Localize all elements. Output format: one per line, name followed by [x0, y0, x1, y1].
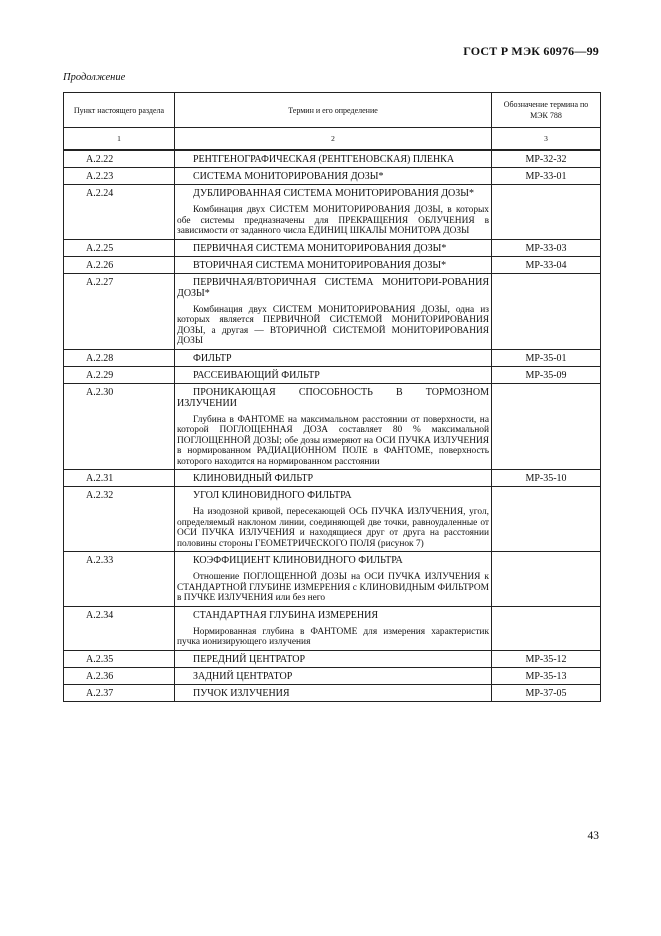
column-number-row	[64, 128, 601, 151]
term-name: КОЭФФИЦИЕНТ КЛИНОВИДНОГО ФИЛЬТРА	[193, 555, 403, 566]
term-code: МР-37-05	[492, 684, 601, 701]
term-code: МР-33-03	[492, 239, 601, 256]
table-row	[64, 168, 601, 185]
term-code: МР-35-09	[492, 366, 601, 383]
term-cell	[175, 684, 492, 701]
table-row	[64, 684, 601, 701]
term-cell	[175, 650, 492, 667]
term-cell	[175, 366, 492, 383]
term-cell	[175, 383, 492, 470]
term-cell	[175, 239, 492, 256]
term-definition: Глубина в ФАНТОМЕ на максимальном расстоянии от поверхности, на которой ПОГЛОЩЕННАЯ ДОЗА составляет 80 % максимальной ПОГЛОЩЕННОЙ ДОЗЫ; обе дозы измеряют на ОСИ ПУЧКА ИЗЛУЧЕНИЯ в нормированном РАДИАЦИОННОМ ПОЛЕ в ФАНТОМЕ, поверхность которого находится на нормированном расстоянии	[177, 414, 489, 467]
term-name: ДУБЛИРОВАННАЯ СИСТЕМА МОНИТОРИРОВАНИЯ ДОЗЫ*	[193, 188, 475, 199]
section-number: А.2.35	[64, 650, 175, 667]
term-code: МР-35-10	[492, 470, 601, 487]
terms-table	[63, 92, 601, 702]
section-number: А.2.30	[64, 383, 175, 470]
term-cell	[175, 487, 492, 552]
term-code	[492, 606, 601, 650]
table-row	[64, 383, 601, 470]
term-name: ПЕРВИЧНАЯ СИСТЕМА МОНИТОРИРОВАНИЯ ДОЗЫ*	[193, 242, 447, 254]
section-number: А.2.22	[64, 150, 175, 168]
term-cell	[175, 349, 492, 366]
term-name: УГОЛ КЛИНОВИДНОГО ФИЛЬТРА	[193, 490, 352, 501]
term-cell	[175, 667, 492, 684]
term-code	[492, 487, 601, 552]
term-code: МР-33-04	[492, 256, 601, 273]
section-number: А.2.29	[64, 366, 175, 383]
table-row	[64, 150, 601, 168]
term-code: МР-32-32	[492, 150, 601, 168]
term-definition: Комбинация двух СИСТЕМ МОНИТОРИРОВАНИЯ ДОЗЫ, одна из которых является ПЕРВИЧНОЙ СИСТЕМОЙ МОНИТОРИРОВАНИЯ ДОЗЫ, а другая — ВТОРИЧНОЙ СИСТЕМОЙ МОНИТОРИРОВАНИЯ ДОЗЫ	[177, 304, 489, 346]
column-number: 2	[175, 128, 492, 151]
section-number: А.2.31	[64, 470, 175, 487]
table-row	[64, 185, 601, 240]
term-code: МР-35-01	[492, 349, 601, 366]
continuation-label: Продолжение	[63, 72, 126, 83]
term-name: ПУЧОК ИЗЛУЧЕНИЯ	[193, 687, 290, 699]
section-number: А.2.36	[64, 667, 175, 684]
term-code: МР-35-13	[492, 667, 601, 684]
term-cell	[175, 552, 492, 607]
term-code: МР-35-12	[492, 650, 601, 667]
table-row	[64, 552, 601, 607]
term-code	[492, 273, 601, 349]
term-code	[492, 383, 601, 470]
term-cell	[175, 470, 492, 487]
term-code	[492, 552, 601, 607]
term-cell	[175, 150, 492, 168]
table-row	[64, 349, 601, 366]
table-header-row	[64, 93, 601, 128]
table-row	[64, 606, 601, 650]
table-row	[64, 273, 601, 349]
table-row	[64, 366, 601, 383]
term-name: ВТОРИЧНАЯ СИСТЕМА МОНИТОРИРОВАНИЯ ДОЗЫ*	[193, 259, 447, 271]
term-name: ЗАДНИЙ ЦЕНТРАТОР	[193, 670, 293, 682]
section-number: А.2.37	[64, 684, 175, 701]
section-number: А.2.33	[64, 552, 175, 607]
section-number: А.2.32	[64, 487, 175, 552]
table-row	[64, 256, 601, 273]
term-definition: Нормированная глубина в ФАНТОМЕ для измерения характеристик пучка ионизирующего излучения	[177, 626, 489, 647]
term-code	[492, 185, 601, 240]
term-name: СИСТЕМА МОНИТОРИРОВАНИЯ ДОЗЫ*	[193, 171, 384, 182]
term-name: ПРОНИКАЮЩАЯ СПОСОБНОСТЬ В ТОРМОЗНОМ ИЗЛУЧЕНИИ	[177, 386, 489, 409]
section-number: А.2.27	[64, 273, 175, 349]
section-number: А.2.23	[64, 168, 175, 185]
header-code: Обозначение термина по МЭК 788	[492, 93, 601, 128]
table-row	[64, 239, 601, 256]
term-cell	[175, 256, 492, 273]
table-row	[64, 487, 601, 552]
section-number: А.2.28	[64, 349, 175, 366]
term-cell	[175, 168, 492, 185]
term-definition: Отношение ПОГЛОЩЕННОЙ ДОЗЫ на ОСИ ПУЧКА ИЗЛУЧЕНИЯ к СТАНДАРТНОЙ ГЛУБИНЕ ИЗМЕРЕНИЯ с КЛИНОВИДНЫМ ФИЛЬТРОМ в ПУЧКЕ ИЗЛУЧЕНИЯ или без него	[177, 572, 489, 603]
column-number: 1	[64, 128, 175, 151]
term-cell	[175, 185, 492, 240]
section-number: А.2.34	[64, 606, 175, 650]
term-definition: На изодозной кривой, пересекающей ОСЬ ПУЧКА ИЗЛУЧЕНИЯ, угол, определяемый наклоном линии, соединяющей две точки, равноудаленные от ОСИ ПУЧКА ИЗЛУЧЕНИЯ и находящиеся друг от друга на расстоянии половины стороны ГЕОМЕТРИЧЕСКОГО ПОЛЯ (рисунок 7)	[177, 507, 489, 549]
column-number: 3	[492, 128, 601, 151]
term-name: ФИЛЬТР	[193, 352, 232, 364]
term-name: СТАНДАРТНАЯ ГЛУБИНА ИЗМЕРЕНИЯ	[193, 609, 378, 621]
section-number: А.2.26	[64, 256, 175, 273]
header-section: Пункт настоящего раздела	[64, 93, 175, 128]
page-number: 43	[587, 830, 599, 842]
section-number: А.2.25	[64, 239, 175, 256]
standard-designation: ГОСТ Р МЭК 60976—99	[463, 44, 599, 58]
term-name: РАССЕИВАЮЩИЙ ФИЛЬТР	[193, 369, 320, 381]
term-name: ПЕРВИЧНАЯ/ВТОРИЧНАЯ СИСТЕМА МОНИТОРИ-РОВАНИЯ ДОЗЫ*	[177, 276, 489, 299]
term-name: ПЕРЕДНИЙ ЦЕНТРАТОР	[193, 653, 306, 665]
table-row	[64, 667, 601, 684]
term-name: РЕНТГЕНОГРАФИЧЕСКАЯ (РЕНТГЕНОВСКАЯ) ПЛЕНКА	[193, 154, 455, 165]
table-row	[64, 470, 601, 487]
header-term: Термин и его определение	[175, 93, 492, 128]
term-name: КЛИНОВИДНЫЙ ФИЛЬТР	[193, 473, 314, 484]
term-cell	[175, 273, 492, 349]
term-cell	[175, 606, 492, 650]
section-number: А.2.24	[64, 185, 175, 240]
term-definition: Комбинация двух СИСТЕМ МОНИТОРИРОВАНИЯ ДОЗЫ, в которых обе системы предназначены для ПРЕКРАЩЕНИЯ ОБЛУЧЕНИЯ в зависимости от заданного числа ЕДИНИЦ ШКАЛЫ МОНИТОРА ДОЗЫ	[177, 205, 489, 236]
term-code: МР-33-01	[492, 168, 601, 185]
table-row	[64, 650, 601, 667]
